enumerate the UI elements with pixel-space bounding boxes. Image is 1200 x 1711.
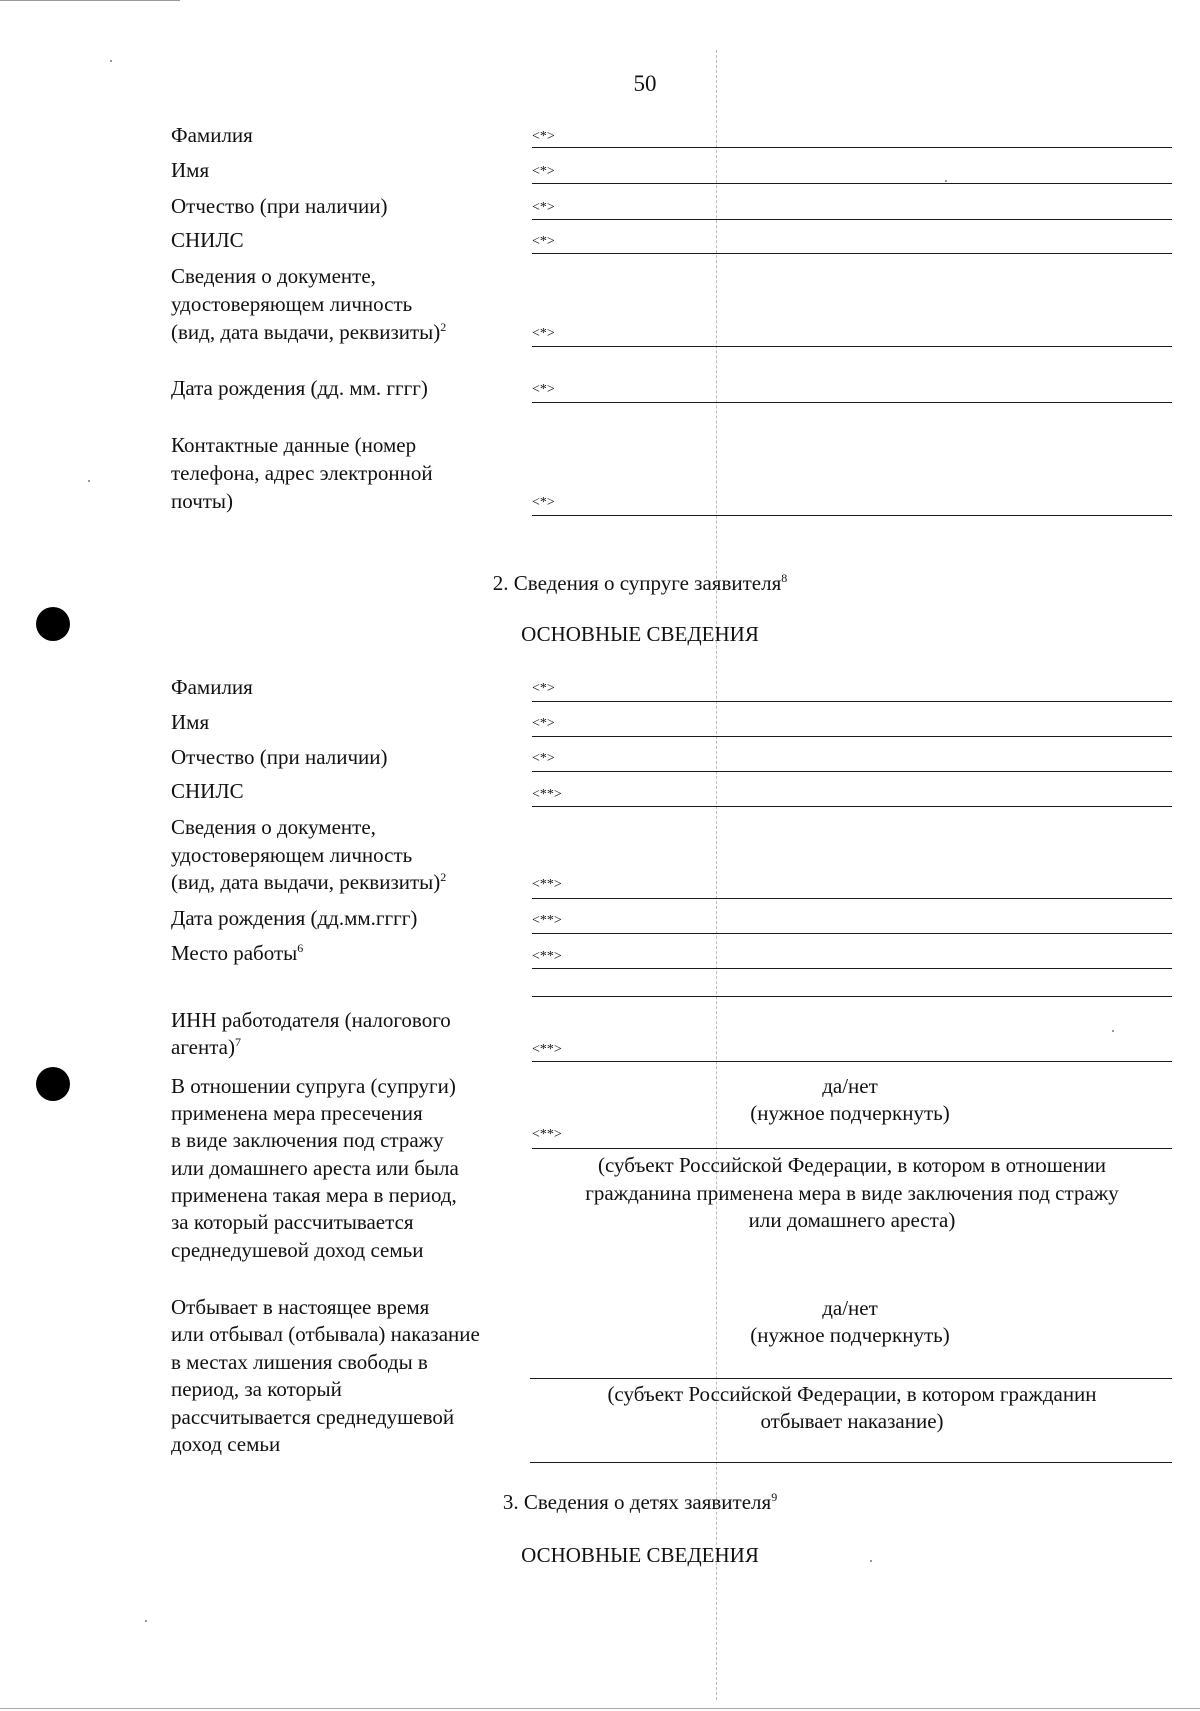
footnote-ref: 2 — [440, 870, 447, 884]
section-2-heading — [380, 569, 900, 597]
spouse-employer-inn-label-line2 — [171, 1033, 241, 1061]
optional-mark: <**> — [532, 913, 562, 928]
spouse-first-name-label: Имя — [171, 710, 210, 734]
optional-mark: <**> — [532, 787, 562, 802]
spouse-id-document-label-line1: Сведения о документе, — [171, 815, 376, 839]
prison-label-line4: период, за который — [171, 1377, 342, 1401]
measure-yes-no-option[interactable]: да/нет — [822, 1074, 878, 1098]
patronymic-label: Отчество (при наличии) — [171, 194, 388, 218]
measure-label-line3: в виде заключения под стражу — [171, 1128, 444, 1152]
measure-region-caption-line1: (субъект Российской Федерации, в котором в отношении — [598, 1153, 1106, 1177]
last-name-field[interactable] — [532, 147, 1172, 148]
spouse-last-name-label: Фамилия — [171, 675, 253, 699]
spouse-workplace-field[interactable] — [532, 968, 1172, 969]
contacts-label-line1: Контактные данные (номер — [171, 433, 417, 457]
scan-bottom-edge — [0, 1708, 1200, 1709]
footnote-ref: 2 — [440, 320, 447, 334]
optional-mark: <**> — [532, 949, 562, 964]
optional-mark: <**> — [532, 1042, 562, 1057]
spouse-birth-date-label: Дата рождения (дд.мм.гггг) — [171, 906, 418, 930]
prison-label-line6: доход семьи — [171, 1432, 281, 1456]
snils-field[interactable] — [532, 253, 1172, 254]
spouse-id-document-label-text: (вид, дата выдачи, реквизиты) — [171, 870, 441, 894]
birth-date-field[interactable] — [532, 402, 1172, 403]
contacts-label-line3: почты) — [171, 489, 234, 513]
spouse-snils-field[interactable] — [532, 806, 1172, 807]
scan-speck — [1112, 1030, 1114, 1032]
contacts-label-line2: телефона, адрес электронной — [171, 461, 433, 485]
spouse-snils-label: СНИЛС — [171, 779, 244, 803]
measure-label-line4: или домашнего ареста или была — [171, 1156, 459, 1180]
last-name-label: Фамилия — [171, 123, 253, 147]
required-mark: <*> — [532, 716, 555, 731]
required-mark: <*> — [532, 326, 555, 341]
required-mark: <*> — [532, 164, 555, 179]
optional-mark: <**> — [532, 877, 562, 892]
id-document-label-text: (вид, дата выдачи, реквизиты) — [171, 320, 441, 344]
prison-yes-no-option[interactable]: да/нет — [822, 1296, 878, 1320]
scan-speck — [88, 480, 90, 482]
scan-speck — [945, 180, 947, 182]
section-2-subheading: ОСНОВНЫЕ СВЕДЕНИЯ — [521, 622, 759, 646]
spouse-first-name-field[interactable] — [532, 736, 1172, 737]
footnote-ref: 8 — [781, 571, 788, 585]
spouse-last-name-field[interactable] — [532, 701, 1172, 702]
punch-hole-bottom — [36, 1067, 70, 1101]
contacts-field[interactable] — [532, 515, 1172, 516]
optional-mark: <**> — [532, 1127, 562, 1142]
scan-speck — [110, 60, 112, 62]
footnote-ref: 9 — [771, 1490, 778, 1504]
footnote-ref: 7 — [234, 1035, 241, 1049]
section-3-subheading: ОСНОВНЫЕ СВЕДЕНИЯ — [521, 1543, 759, 1567]
measure-region-caption-line3: или домашнего ареста) — [748, 1208, 956, 1232]
spouse-id-document-label-line3 — [171, 868, 446, 896]
spouse-id-document-label-line2: удостоверяющем личность — [171, 843, 413, 867]
required-mark: <*> — [532, 751, 555, 766]
punch-hole-top — [36, 607, 70, 641]
spouse-employer-inn-label-line1: ИНН работодателя (налогового — [171, 1008, 451, 1032]
section-3-heading — [380, 1488, 900, 1516]
prison-label-line1: Отбывает в настоящее время — [171, 1295, 430, 1319]
spouse-employer-inn-field[interactable] — [532, 1061, 1172, 1062]
id-document-label-line1: Сведения о документе, — [171, 264, 376, 288]
prison-extra-field[interactable] — [530, 1462, 1172, 1463]
page-number: 50 — [633, 71, 657, 96]
birth-date-label: Дата рождения (дд. мм. гггг) — [171, 376, 428, 400]
snils-label: СНИЛС — [171, 228, 244, 252]
scan-speck — [145, 1620, 147, 1622]
measure-underline-hint: (нужное подчеркнуть) — [750, 1101, 950, 1125]
required-mark: <*> — [532, 129, 555, 144]
spouse-employer-inn-label-text: агента) — [171, 1035, 235, 1059]
footnote-ref: 6 — [297, 941, 304, 955]
prison-region-caption-line1: (субъект Российской Федерации, в котором гражданин — [607, 1382, 1097, 1406]
measure-label-line2: применена мера пресечения — [171, 1101, 423, 1125]
scan-top-edge — [0, 0, 180, 1]
required-mark: <*> — [532, 681, 555, 696]
measure-label-line1: В отношении супруга (супруги) — [171, 1074, 456, 1098]
prison-label-line5: рассчитывается среднедушевой — [171, 1405, 455, 1429]
patronymic-field[interactable] — [532, 219, 1172, 220]
id-document-field[interactable] — [532, 346, 1172, 347]
id-document-label-line2: удостоверяющем личность — [171, 292, 413, 316]
measure-label-line7: среднедушевой доход семьи — [171, 1238, 424, 1262]
first-name-label: Имя — [171, 158, 210, 182]
required-mark: <*> — [532, 234, 555, 249]
required-mark: <*> — [532, 495, 555, 510]
prison-underline-hint: (нужное подчеркнуть) — [750, 1323, 950, 1347]
measure-label-line5: применена такая мера в период, — [171, 1183, 457, 1207]
required-mark: <*> — [532, 200, 555, 215]
fold-line — [716, 50, 717, 1700]
measure-label-line6: за который рассчитывается — [171, 1210, 414, 1234]
prison-label-line3: в местах лишения свободы в — [171, 1350, 428, 1374]
spouse-birth-date-field[interactable] — [532, 933, 1172, 934]
measure-region-caption-line2: гражданина применена мера в виде заключения под стражу — [585, 1181, 1119, 1205]
prison-region-caption-line2: отбывает наказание) — [760, 1409, 944, 1433]
first-name-field[interactable] — [532, 183, 1172, 184]
spouse-workplace-label — [171, 939, 303, 967]
prison-region-field[interactable] — [530, 1378, 1172, 1379]
id-document-label-line3 — [171, 318, 446, 346]
spouse-patronymic-label: Отчество (при наличии) — [171, 745, 388, 769]
spouse-workplace-field-extra[interactable] — [532, 996, 1172, 997]
spouse-workplace-label-text: Место работы — [171, 941, 298, 965]
section-3-heading-text: 3. Сведения о детях заявителя — [502, 1490, 772, 1514]
measure-region-field[interactable] — [532, 1148, 1172, 1149]
prison-label-line2: или отбывал (отбывала) наказание — [171, 1322, 480, 1346]
spouse-id-document-field[interactable] — [532, 898, 1172, 899]
section-2-heading-text: 2. Сведения о супруге заявителя — [492, 571, 782, 595]
spouse-patronymic-field[interactable] — [532, 771, 1172, 772]
required-mark: <*> — [532, 382, 555, 397]
